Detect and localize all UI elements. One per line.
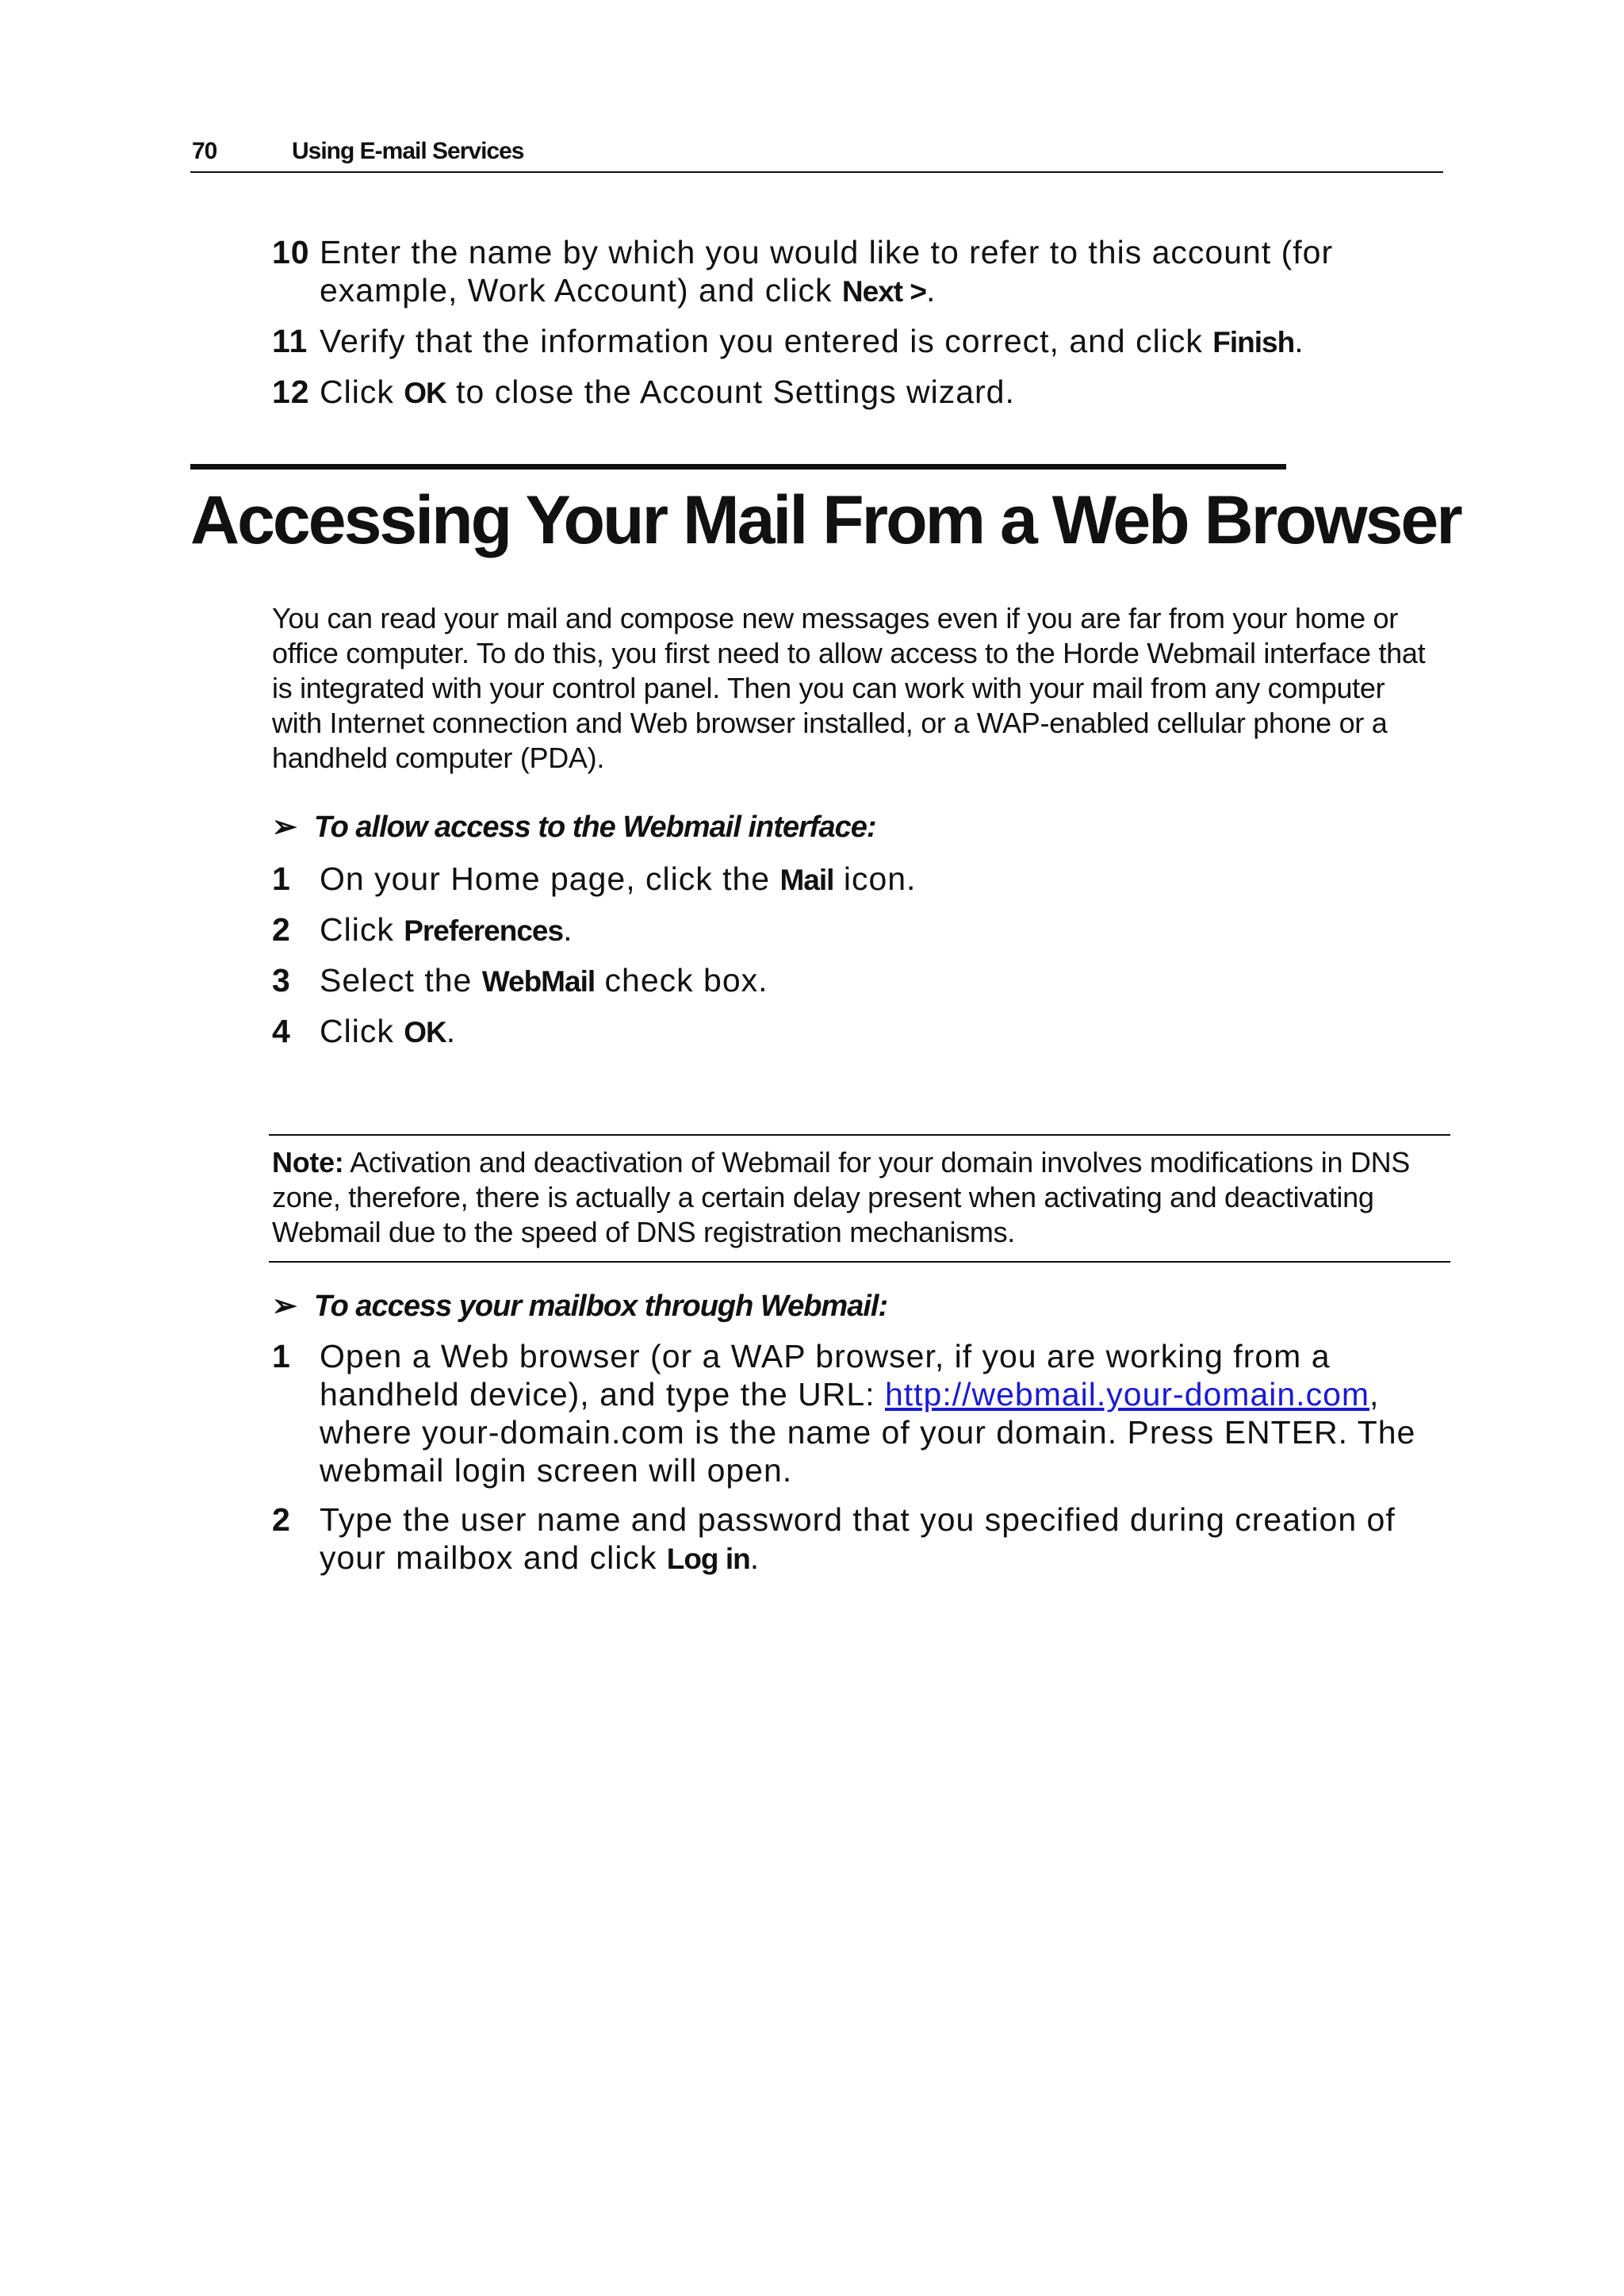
step-item: 2 Type the user name and password that you specified during creation of your mailbox and click Log in.: [272, 1501, 1396, 1576]
section-rule: [190, 464, 1286, 470]
step-number: 2: [272, 1501, 291, 1538]
intro-paragraph: You can read your mail and compose new messages even if you are far from your home or office computer. To do this, you first need to allow access to the Horde Webmail interface that is integrated with your control panel. Then you can work with your mail from any computer with Internet connection and Web browser installed, or a WAP-enabled cellular phone or a handheld computer (PDA).: [272, 602, 1426, 774]
webmail-url-link[interactable]: http://webmail.your-domain.com: [884, 1376, 1370, 1412]
ui-label-webmail: WebMail: [481, 965, 596, 998]
procedure-heading-access: ➢ To access your mailbox through Webmail:: [272, 1290, 888, 1323]
steps-access: [272, 1337, 1446, 1589]
step-item: 1 On your Home page, click the Mail icon.: [272, 861, 917, 897]
step-number: 1: [272, 861, 291, 897]
section-title: Accessing Your Mail From a Web Browser: [190, 482, 1461, 558]
ui-label-log-in: Log in: [666, 1543, 750, 1575]
step-number: 1: [272, 1338, 291, 1374]
ui-label-finish: Finish: [1212, 326, 1295, 358]
page-number: 70: [192, 138, 217, 164]
ui-label-ok: OK: [404, 377, 446, 409]
step-item: 10 Enter the name by which you would like to refer to this account (for example, Work Account) and click Next >.: [272, 234, 1334, 309]
step-item: 4 Click OK.: [272, 1013, 457, 1049]
steps-allow: [272, 860, 1446, 1063]
step-number: 4: [272, 1013, 291, 1049]
step-item: 2 Click Preferences.: [272, 911, 573, 948]
ui-label-mail: Mail: [779, 864, 834, 896]
arrow-bullet-icon: ➢: [272, 1290, 297, 1323]
step-number: 10: [272, 234, 310, 270]
ui-label-next: Next >: [841, 275, 926, 308]
note-label: Note:: [272, 1146, 344, 1179]
chapter-title: Using E-mail Services: [292, 138, 524, 164]
step-number: 3: [272, 962, 291, 999]
step-number: 12: [272, 374, 310, 410]
step-number: 2: [272, 911, 291, 948]
step-item: 11 Verify that the information you entered is correct, and click Finish.: [272, 323, 1304, 359]
step-item: 3 Select the WebMail check box.: [272, 962, 768, 999]
note-box: [269, 1134, 1450, 1263]
step-number: 11: [272, 323, 308, 359]
arrow-bullet-icon: ➢: [272, 811, 297, 844]
steps-continued: [272, 233, 1446, 424]
note-text: Activation and deactivation of Webmail for your domain involves modifications in DNS zone, therefore, there is actually a certain delay present when activating and deactivating Webmail due to the speed of DNS registration mechanisms.: [272, 1146, 1411, 1248]
procedure-heading-allow: ➢ To allow access to the Webmail interface:: [272, 811, 876, 844]
running-header: [190, 135, 1443, 173]
ui-label-preferences: Preferences: [404, 914, 564, 947]
step-item: 1 Open a Web browser (or a WAP browser, if you are working from a handheld device), and type the URL: http://webmail.your-domain.com, where your-domain.com is the name of your domain. Press ENTER. The webmail login screen will open.: [272, 1338, 1416, 1489]
step-item: 12 Click OK to close the Account Settings wizard.: [272, 374, 1015, 410]
ui-label-ok: OK: [404, 1016, 446, 1048]
